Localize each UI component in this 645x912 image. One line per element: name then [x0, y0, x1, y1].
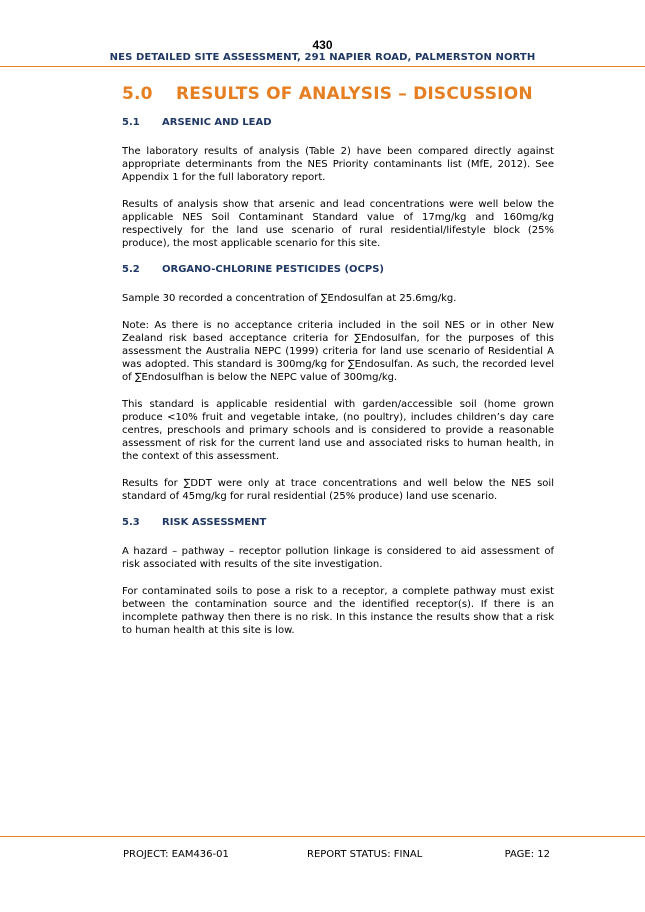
subsection-title: ORGANO-CHLORINE PESTICIDES (OCPS): [162, 264, 384, 275]
subsection-heading: [122, 517, 554, 528]
paragraph: This standard is applicable residential with garden/accessible soil (home grown produce <10% fruit and vegetable intake, (no poultry), includes children’s day care centres, preschools and primary schools and is considered to provide a reasonable assessment of risk for the current land use and associated risks to human health, in the context of this assessment.: [122, 399, 554, 462]
subsection-number: 5.2: [122, 264, 140, 275]
subsection-number: 5.3: [122, 517, 140, 528]
footer-divider: [0, 836, 645, 837]
header-title: NES DETAILED SITE ASSESSMENT, 291 NAPIER ROAD, PALMERSTON NORTH: [109, 52, 536, 63]
paragraph: Sample 30 recorded a concentration of ∑Endosulfan at 25.6mg/kg.: [122, 293, 457, 304]
footer-page-number: PAGE: 12: [504, 849, 550, 860]
paragraph: Results of analysis show that arsenic and lead concentrations were well below the applicable NES Soil Contaminant Standard value of 17mg/kg and 160mg/kg respectively for the land use scenario of rural residential/lifestyle block (25% produce), the most applicable scenario for this site.: [122, 199, 554, 249]
subsection-title: RISK ASSESSMENT: [162, 517, 267, 528]
paragraph: The laboratory results of analysis (Table 2) have been compared directly against appropriate determinants from the NES Priority contaminants list (MfE, 2012). See Appendix 1 for the full laboratory report.: [122, 146, 554, 183]
page-number: 430: [312, 38, 333, 52]
footer-project: PROJECT: EAM436-01: [123, 849, 229, 860]
paragraph: Note: As there is no acceptance criteria included in the soil NES or in other New Zealand risk based acceptance criteria for ∑Endosulfan, for the purposes of this assessment the Australia NEPC (1999) criteria for land use scenario of Residential A was adopted. This standard is 300mg/kg for ∑Endosulfan. As such, the recorded level of ∑Endosulfhan is below the NEPC value of 300mg/kg.: [122, 320, 554, 383]
subsection-number: 5.1: [122, 117, 140, 128]
subsection-heading: [122, 117, 554, 128]
header-divider: [0, 66, 645, 67]
paragraph: Results for ∑DDT were only at trace concentrations and well below the NES soil standard of 45mg/kg for rural residential (25% produce) land use scenario.: [122, 478, 554, 502]
paragraph: A hazard – pathway – receptor pollution linkage is considered to aid assessment of risk associated with results of the site investigation.: [122, 546, 554, 570]
subsection-title: ARSENIC AND LEAD: [162, 117, 272, 128]
section-title: RESULTS OF ANALYSIS – DISCUSSION: [176, 84, 533, 104]
footer-report-status: REPORT STATUS: FINAL: [307, 849, 423, 860]
section-heading: [122, 84, 554, 104]
section-number: 5.0: [122, 84, 153, 104]
document-body: [122, 84, 554, 651]
subsection-heading: [122, 264, 554, 275]
paragraph: For contaminated soils to pose a risk to a receptor, a complete pathway must exist between the contamination source and the identified receptor(s). If there is an incomplete pathway then there is no risk. In this instance the results show that a risk to human health at this site is low.: [122, 586, 554, 636]
